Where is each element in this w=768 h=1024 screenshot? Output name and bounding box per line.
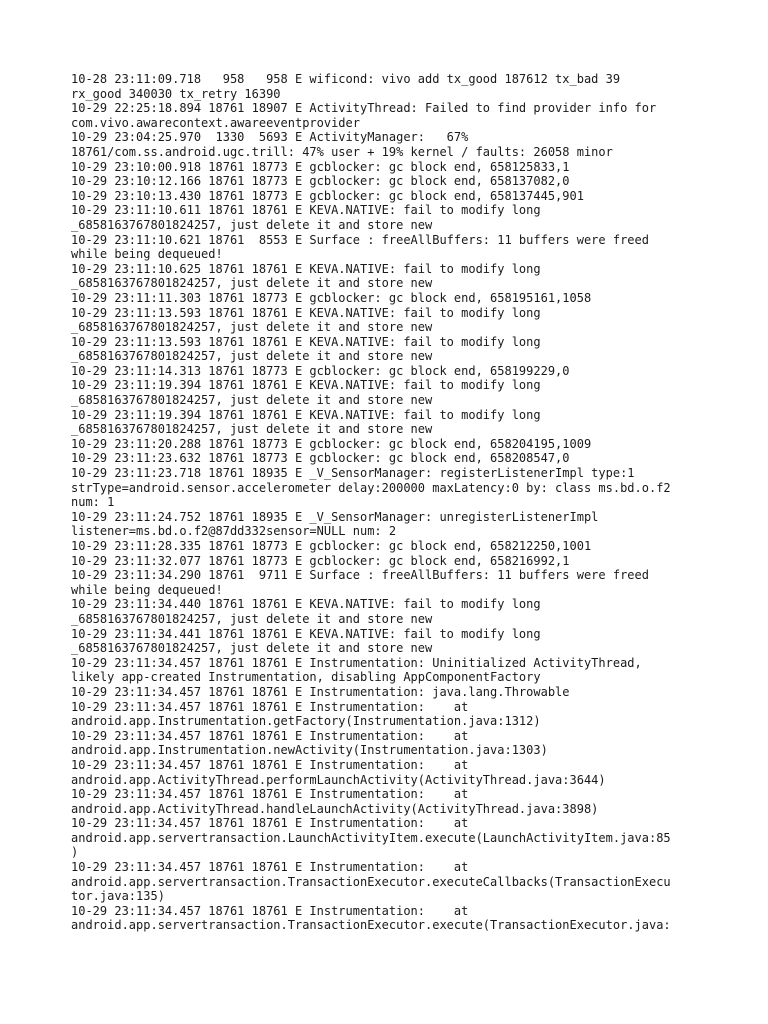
log-line: android.app.Instrumentation.getFactory(Instrumentation.java:1312) — [71, 714, 541, 729]
log-line: _6858163767801824257, just delete it and store new — [71, 393, 433, 408]
log-line: _6858163767801824257, just delete it and store new — [71, 217, 433, 232]
log-line: _6858163767801824257, just delete it and store new — [71, 611, 433, 626]
log-line: rx_good 340030 tx_retry 16390 — [71, 86, 281, 101]
log-line: _6858163767801824257, just delete it and store new — [71, 641, 433, 656]
log-line: listener=ms.bd.o.f2@87dd332sensor=NULL num: 2 — [71, 524, 397, 539]
log-line: android.app.Instrumentation.newActivity(Instrumentation.java:1303) — [71, 743, 548, 758]
log-line: 10-29 23:11:14.313 18761 18773 E gcblocker: gc block end, 658199229,0 — [71, 363, 570, 378]
log-line: 10-29 23:11:34.457 18761 18761 E Instrumentation: Uninitialized ActivityThread, — [71, 655, 642, 670]
log-line: 10-29 23:10:00.918 18761 18773 E gcblocker: gc block end, 658125833,1 — [71, 159, 570, 174]
log-line: strType=android.sensor.accelerometer delay:200000 maxLatency:0 by: class ms.bd.o.f2 — [71, 480, 671, 495]
log-line: 18761/com.ss.android.ugc.trill: 47% user + 19% kernel / faults: 26058 minor — [71, 144, 613, 159]
log-line: 10-29 23:11:34.457 18761 18761 E Instrumentation: at — [71, 903, 469, 918]
log-line: tor.java:135) — [71, 889, 165, 904]
log-line: 10-29 23:11:19.394 18761 18761 E KEVA.NATIVE: fail to modify long — [71, 378, 541, 393]
log-text-body — [71, 72, 711, 933]
log-line: android.app.servertransaction.LaunchActivityItem.execute(LaunchActivityItem.java:85 — [71, 830, 671, 845]
log-line: com.vivo.awarecontext.awareeventprovider — [71, 115, 360, 130]
log-line: likely app-created Instrumentation, disabling AppComponentFactory — [71, 670, 541, 685]
log-line: 10-29 23:11:13.593 18761 18761 E KEVA.NATIVE: fail to modify long — [71, 305, 541, 320]
log-line: 10-29 23:10:13.430 18761 18773 E gcblocker: gc block end, 658137445,901 — [71, 188, 584, 203]
log-line: 10-29 23:11:34.457 18761 18761 E Instrumentation: at — [71, 787, 469, 802]
log-line: 10-29 23:11:20.288 18761 18773 E gcblocker: gc block end, 658204195,1009 — [71, 436, 592, 451]
log-line: 10-29 23:11:13.593 18761 18761 E KEVA.NATIVE: fail to modify long — [71, 334, 541, 349]
log-line: _6858163767801824257, just delete it and store new — [71, 422, 433, 437]
log-line: 10-29 23:11:32.077 18761 18773 E gcblocker: gc block end, 658216992,1 — [71, 553, 570, 568]
log-line: while being dequeued! — [71, 582, 223, 597]
log-line: android.app.ActivityThread.handleLaunchActivity(ActivityThread.java:3898) — [71, 801, 599, 816]
log-line: 10-29 23:11:28.335 18761 18773 E gcblocker: gc block end, 658212250,1001 — [71, 539, 592, 553]
log-line: 10-29 23:11:34.457 18761 18761 E Instrumentation: at — [71, 816, 469, 831]
log-line: android.app.ActivityThread.performLaunchActivity(ActivityThread.java:3644) — [71, 772, 606, 787]
log-line: 10-29 23:11:24.752 18761 18935 E _V_SensorManager: unregisterListenerImpl — [71, 509, 599, 524]
log-line: 10-29 23:11:11.303 18761 18773 E gcblocker: gc block end, 658195161,1058 — [71, 290, 592, 305]
log-line: android.app.servertransaction.TransactionExecutor.execute(TransactionExecutor.java: — [71, 918, 671, 933]
log-line: 10-28 23:11:09.718 958 958 E wificond: vivo add tx_good 187612 tx_bad 39 — [71, 72, 621, 86]
log-line: 10-29 23:11:34.457 18761 18761 E Instrumentation: java.lang.Throwable — [71, 684, 570, 699]
log-line: 10-29 23:11:34.457 18761 18761 E Instrumentation: at — [71, 728, 469, 743]
log-line: _6858163767801824257, just delete it and store new — [71, 276, 433, 291]
log-line: 10-29 23:11:19.394 18761 18761 E KEVA.NATIVE: fail to modify long — [71, 407, 541, 422]
log-line: 10-29 22:25:18.894 18761 18907 E ActivityThread: Failed to find provider info for — [71, 101, 657, 116]
log-line: _6858163767801824257, just delete it and store new — [71, 320, 433, 335]
log-line: 10-29 23:11:34.457 18761 18761 E Instrumentation: at — [71, 757, 469, 772]
log-line: 10-29 23:11:10.625 18761 18761 E KEVA.NATIVE: fail to modify long — [71, 261, 541, 276]
log-line: 10-29 23:11:34.457 18761 18761 E Instrumentation: at — [71, 860, 469, 875]
log-line: ) — [71, 845, 79, 860]
log-line: while being dequeued! — [71, 247, 223, 262]
log-line: android.app.servertransaction.TransactionExecutor.executeCallbacks(TransactionExecu — [71, 874, 671, 889]
log-line: 10-29 23:04:25.970 1330 5693 E ActivityManager: 67% — [71, 130, 469, 145]
log-line: 10-29 23:11:34.440 18761 18761 E KEVA.NATIVE: fail to modify long — [71, 597, 541, 612]
log-line: 10-29 23:11:34.457 18761 18761 E Instrumentation: at — [71, 699, 469, 714]
log-line: 10-29 23:11:23.632 18761 18773 E gcblocker: gc block end, 658208547,0 — [71, 451, 570, 466]
log-line: _6858163767801824257, just delete it and store new — [71, 349, 433, 364]
log-line: 10-29 23:11:10.611 18761 18761 E KEVA.NATIVE: fail to modify long — [71, 203, 541, 218]
log-line: 10-29 23:11:23.718 18761 18935 E _V_SensorManager: registerListenerImpl type:1 — [71, 466, 635, 481]
log-line: 10-29 23:11:10.621 18761 8553 E Surface : freeAllBuffers: 11 buffers were freed — [71, 232, 649, 247]
log-line: num: 1 — [71, 495, 115, 510]
log-line: 10-29 23:11:34.290 18761 9711 E Surface : freeAllBuffers: 11 buffers were freed — [71, 568, 649, 583]
log-line: 10-29 23:11:34.441 18761 18761 E KEVA.NATIVE: fail to modify long — [71, 626, 541, 641]
log-line: 10-29 23:10:12.166 18761 18773 E gcblocker: gc block end, 658137082,0 — [71, 174, 570, 189]
